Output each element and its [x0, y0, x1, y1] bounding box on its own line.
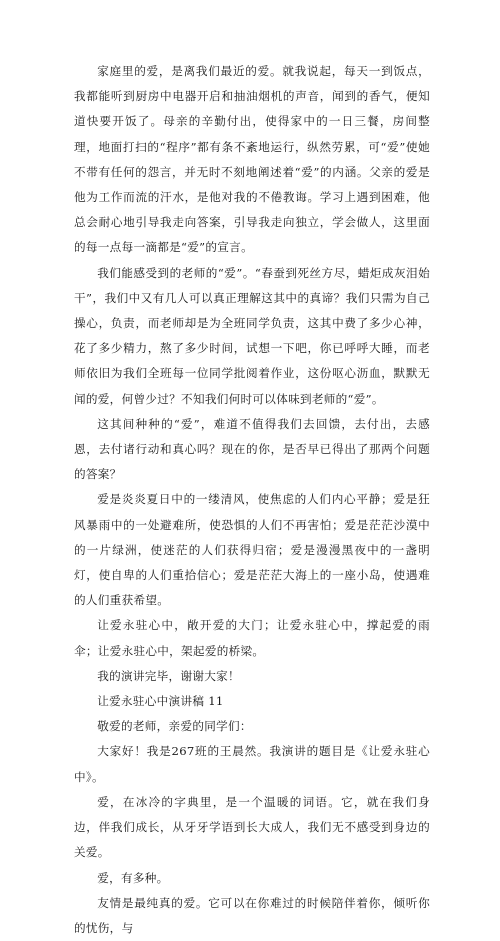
- paragraph-closing: 我的演讲完毕，谢谢大家！: [97, 668, 240, 683]
- paragraph-keep-love: 让爱永驻心中，敞开爱的大门；让爱永驻心中，撑起爱的雨伞；让爱永驻心中，架起爱的桥梁。: [74, 618, 430, 658]
- paragraph-love-metaphors: 爱是炎炎夏日中的一缕清风，使焦虑的人们内心平静；爱是狂风暴雨中的一处避难所，使恐惧的人们不再害怕；爱是茫茫沙漠中的一片绿洲，使迷茫的人们获得归宿；爱是漫漫黑夜中的一盏明灯，使自卑的人们重拾信心；爱是茫茫大海上的一座小岛，使遇难的人们重获希望。: [74, 492, 430, 608]
- document-body: [74, 59, 430, 941]
- paragraph-love-word: 爱，在冰冷的字典里，是一个温暖的词语。它，就在我们身边，伴我们成长，从牙牙学语到长大成人，我们无不感受到身边的关爱。: [74, 794, 430, 860]
- paragraph-teacher-love: 我们能感受到的老师的“爱”。“春蚕到死丝方尽，蜡炬成灰泪始干”，我们中又有几人可以真正理解这其中的真谛？我们只需为自己操心，负责，而老师却是为全班同学负责，这其中费了多少心神，花了多少精力，熬了多少时间，试想一下吧，你已呼呼大睡，而老师依旧为我们全班每一位同学批阅着作业，这份呕心沥血，默默无闻的爱，何曾少过？不知我们何时可以体味到老师的“爱”。: [74, 265, 430, 406]
- paragraph-repay-love: 这其间种种的“爱”，难道不值得我们去回馈，去付出，去感恩，去付诸行动和真心吗？现在的你，是否早已得出了那两个问题的答案？: [74, 416, 430, 482]
- paragraph-love-kinds: 爱，有多种。: [97, 870, 169, 885]
- paragraph-intro: 大家好！我是267班的王晨然。我演讲的题目是《让爱永驻心中》。: [74, 744, 430, 784]
- speech-title: 让爱永驻心中演讲稿 11: [97, 694, 224, 709]
- paragraph-family-love: 家庭里的爱，是离我们最近的爱。就我说起，每天一到饭点，我都能听到厨房中电器开启和抽油烟机的声音，闻到的香气，便知道快要开饭了。母亲的辛勤付出，使得家中的一日三餐，房间整理，地面打扫的“程序”都有条不紊地运行，纵然劳累，可“爱”使她不带有任何的怨言，并无时不刻地阐述着“爱”的内涵。父亲的爱是他为工作而流的汗水，是他对我的不倦教诲。学习上遇到困难，他总会耐心地引导我走向答案，引导我走向独立，学会做人，这里面的每一点每一滴都是“爱”的宣言。: [74, 64, 430, 255]
- paragraph-greeting: 敬爱的老师，亲爱的同学们：: [97, 719, 252, 734]
- paragraph-friendship: 友情是最纯真的爱。它可以在你难过的时候陪伴着你，倾听你的忧伤，与: [74, 895, 430, 935]
